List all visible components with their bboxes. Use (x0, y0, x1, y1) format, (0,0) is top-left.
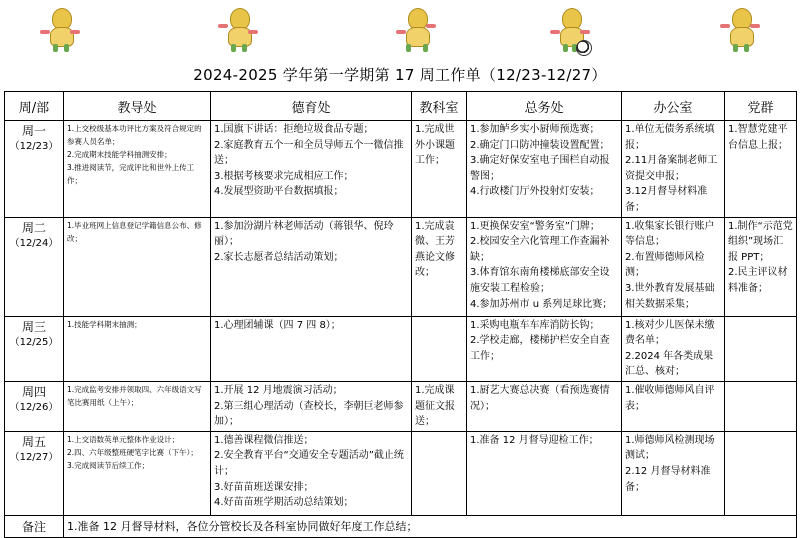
task-item: 2.学校走廊，楼梯护栏安全自查工作； (470, 335, 610, 362)
dangqun-cell (725, 316, 797, 381)
day-label: 周三 (21, 319, 46, 334)
zongwu-cell (467, 217, 622, 316)
task-item: 1.上交校级基本功评比方案及符合规定的参赛人员名单； (67, 124, 202, 146)
task-item: 1.制作“示范党组织”现场汇报 PPT； (728, 220, 793, 263)
task-item: 2.第三组心理活动（查校长，李朝巨老师参加）； (214, 400, 404, 428)
task-item: 2.校园安全六化管理工作查漏补缺； (470, 236, 610, 263)
task-item: 3.确定好保安室电子围栏自动报警图； (470, 155, 610, 182)
table-header-row (5, 92, 797, 121)
task-item: 3.根据考核要求完成相应工作； (214, 170, 354, 182)
task-item: 1.收集家长银行账户等信息； (625, 220, 715, 248)
day-label: 周二 (21, 220, 46, 235)
task-item: 2.家长志愿者总结活动策划； (214, 251, 344, 263)
task-item: 1.催收师德师风自评表； (625, 384, 715, 412)
zongwu-cell (467, 431, 622, 515)
day-cell (5, 316, 64, 381)
task-item: 1.完成世外小课题工作； (415, 124, 455, 167)
bangong-cell (622, 381, 725, 431)
jiaoke-cell (412, 121, 467, 218)
remarks-text: 1.准备 12 月督导材料，各位分管校长及各科室协同做好年度工作总结； (64, 515, 797, 537)
page-title: 2024-2025 学年第一学期第 17 周工作单（12/23-12/27） (193, 66, 607, 84)
day-cell (5, 431, 64, 515)
deyu-cell (211, 431, 412, 515)
task-item: 3.体育馆东南角楼梯底部安全设施安装工程检验； (470, 267, 610, 294)
day-date: （12/26） (9, 401, 59, 413)
day-date: （12/25） (9, 336, 59, 348)
mascot-drawing-icon (40, 8, 80, 54)
deyu-cell (211, 381, 412, 431)
task-item: 2.2024 年各类成果汇总、核对； (625, 350, 714, 378)
deyu-cell (211, 217, 412, 316)
task-item: 3.世外教育发展基础相关数据采集； (625, 282, 715, 310)
task-item: 1.采购电瓶车车库消防长钩； (470, 319, 600, 331)
task-item: 2.布置师德师风检测； (625, 251, 705, 279)
day-label: 周一 (21, 124, 46, 138)
task-item: 2.12 月督导材料准备； (625, 465, 711, 493)
header-dangqun: 党群 (725, 92, 797, 121)
bangong-cell (622, 316, 725, 381)
task-item: 3.12月督导材料准备； (625, 186, 708, 213)
task-item: 1.更换保安室“警务室”门牌； (470, 220, 600, 232)
task-item: 1.准备 12 月督导迎检工作； (470, 434, 599, 446)
weekly-work-table (4, 91, 797, 538)
day-label: 周五 (21, 434, 46, 449)
jiaodao-cell (64, 316, 211, 381)
dangqun-cell (725, 431, 797, 515)
day-cell (5, 121, 64, 218)
task-item: 1.参加汾湖片林老师活动（蒋银华、倪玲丽）； (214, 220, 394, 248)
jiaodao-cell (64, 431, 211, 515)
task-item: 3.完成阅读节后续工作； (67, 460, 150, 470)
header-deyu: 德育处 (211, 92, 412, 121)
task-item: 1.毕业班网上信息登记学籍信息公布、修改； (67, 220, 202, 243)
mascot-run-icon (396, 8, 436, 54)
task-item: 1.单位无债务系统填报； (625, 124, 715, 151)
task-item: 2.完成期末技能学科抽测安排； (67, 150, 172, 159)
header-bangong: 办公室 (622, 92, 725, 121)
task-item: 4.发展型资助平台数据填报； (214, 186, 344, 198)
task-item: 2.家庭教育五个一和全员导师五个一微信推送； (214, 139, 404, 167)
task-item: 4.参加苏州市 u 系列足球比赛； (470, 298, 613, 310)
table-row (5, 217, 797, 316)
task-item: 1.上交语数英单元整体作业设计； (67, 434, 180, 444)
task-item: 1.德善课程微信推送； (214, 434, 314, 446)
task-item: 1.国旗下讲话：拒绝垃圾食品专题； (214, 124, 374, 135)
decorative-banner (0, 8, 800, 56)
day-date: （12/23） (9, 141, 59, 152)
task-item: 3.好苗苗班送课安排； (214, 481, 314, 493)
jiaoke-cell (412, 381, 467, 431)
day-date: （12/27） (9, 451, 59, 463)
task-item: 1.厨艺大赛总决赛（看预选赛情况）； (470, 384, 610, 412)
jiaoke-cell (412, 217, 467, 316)
day-cell (5, 381, 64, 431)
remarks-row (5, 515, 797, 537)
task-item: 1.核对少儿医保未缴费名单； (625, 319, 715, 347)
task-item: 1.师德师风检测现场测试； (625, 434, 715, 462)
task-item: 2.安全教育平台“交通安全专题活动”截止统计； (214, 450, 404, 477)
task-item: 1.智慧党建平台信息上报； (728, 124, 788, 151)
dangqun-cell (725, 381, 797, 431)
table-row (5, 431, 797, 515)
jiaodao-cell (64, 121, 211, 218)
table-row (5, 316, 797, 381)
header-zongwu: 总务处 (467, 92, 622, 121)
dangqun-cell (725, 121, 797, 218)
day-date: （12/24） (9, 237, 59, 249)
deyu-cell (211, 316, 412, 381)
task-item: 2.四、六年级整班硬笔字比赛（下午）； (67, 447, 198, 457)
header-week: 周/部 (5, 92, 64, 121)
task-item: 1.完成袁微、王芳燕论文修改； (415, 220, 455, 279)
task-item: 1.开展 12 月地震演习活动； (214, 384, 343, 396)
task-item: 2.11月备案制老师工资提交申报； (625, 155, 718, 182)
bangong-cell (622, 431, 725, 515)
task-item: 4.行政楼门厅外投射灯安装； (470, 186, 600, 198)
day-cell (5, 217, 64, 316)
jiaoke-cell (412, 431, 467, 515)
jiaodao-cell (64, 381, 211, 431)
day-label: 周四 (21, 384, 46, 399)
task-item: 2.确定门口防冲撞装设置配置； (470, 139, 610, 151)
task-item: 1.技能学科期末抽测； (67, 319, 142, 329)
zongwu-cell (467, 381, 622, 431)
bangong-cell (622, 121, 725, 218)
mascot-sing-icon (720, 8, 760, 54)
mascot-wave-icon (218, 8, 258, 54)
table-row (5, 381, 797, 431)
task-item: 3.推进阅读节，完成评比和世外上传工作； (67, 163, 195, 185)
mascot-soccer-icon (550, 8, 590, 54)
deyu-cell (211, 121, 412, 218)
task-item: 1.心理团辅课（四 7 四 8）； (214, 319, 341, 331)
jiaodao-cell (64, 217, 211, 316)
header-jiaodao: 教导处 (64, 92, 211, 121)
task-item: 4.好苗苗班学期活动总结策划； (214, 497, 354, 509)
remarks-label: 备注 (5, 515, 64, 537)
dangqun-cell (725, 217, 797, 316)
task-item: 1.参加鲈乡实小厨师预选赛； (470, 124, 600, 135)
task-item: 1.完成课题征文报送； (415, 384, 455, 428)
jiaoke-cell (412, 316, 467, 381)
table-row (5, 121, 797, 218)
zongwu-cell (467, 316, 622, 381)
zongwu-cell (467, 121, 622, 218)
task-item: 1.完成监考安排并领取四、六年级语文写笔比赛用纸（上午）； (67, 384, 202, 407)
bangong-cell (622, 217, 725, 316)
header-jiaoke: 教科室 (412, 92, 467, 121)
task-item: 2.民主评议材料准备； (728, 267, 788, 294)
